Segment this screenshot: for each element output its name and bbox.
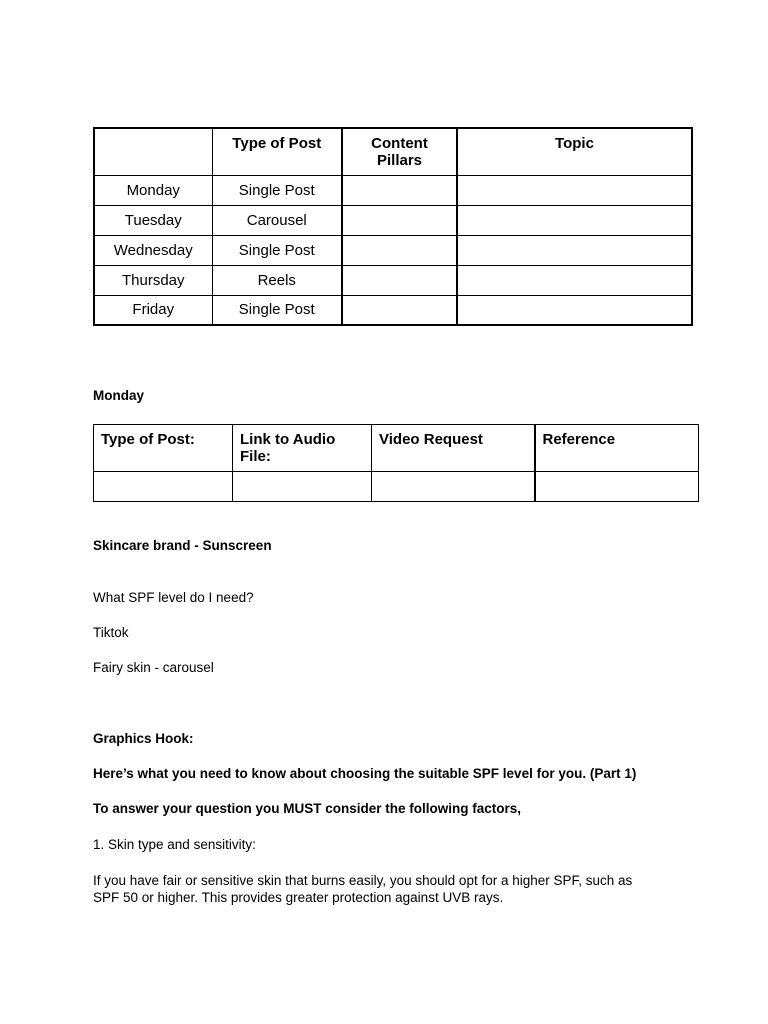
schedule-day-cell: Tuesday bbox=[94, 205, 212, 235]
monday-audio-cell bbox=[233, 472, 372, 502]
monday-reference-cell bbox=[535, 472, 699, 502]
schedule-pillars-cell bbox=[342, 265, 457, 295]
point-text bbox=[93, 872, 632, 906]
schedule-pillars-cell bbox=[342, 205, 457, 235]
schedule-day-cell: Friday bbox=[94, 295, 212, 325]
schedule-type-cell: Single Post bbox=[212, 295, 342, 325]
format-text: Fairy skin - carousel bbox=[93, 660, 214, 675]
monday-video-cell bbox=[372, 472, 535, 502]
brand-heading: Skincare brand - Sunscreen bbox=[93, 538, 272, 553]
monday-heading: Monday bbox=[93, 388, 145, 403]
schedule-topic-cell bbox=[457, 295, 692, 325]
answer-intro: To answer your question you MUST consider the following factors, bbox=[93, 801, 522, 816]
point-heading: 1. Skin type and sensitivity: bbox=[93, 837, 256, 852]
platform-text: Tiktok bbox=[93, 625, 129, 640]
schedule-header-topic: Topic bbox=[457, 128, 692, 175]
schedule-header-row bbox=[94, 128, 692, 175]
schedule-pillars-cell bbox=[342, 175, 457, 205]
schedule-topic-cell bbox=[457, 205, 692, 235]
monday-detail-table bbox=[93, 424, 699, 502]
schedule-day-cell: Thursday bbox=[94, 265, 212, 295]
schedule-type-cell: Single Post bbox=[212, 175, 342, 205]
schedule-header-day bbox=[94, 128, 212, 175]
weekly-schedule-table bbox=[93, 127, 693, 326]
graphics-hook-heading: Graphics Hook: bbox=[93, 731, 194, 746]
schedule-topic-cell bbox=[457, 265, 692, 295]
schedule-type-cell: Single Post bbox=[212, 235, 342, 265]
schedule-type-cell: Reels bbox=[212, 265, 342, 295]
point-text-line: If you have fair or sensitive skin that burns easily, you should opt for a higher SPF, such as bbox=[93, 873, 633, 888]
schedule-type-cell: Carousel bbox=[212, 205, 342, 235]
table-row bbox=[94, 235, 692, 265]
schedule-header-type: Type of Post bbox=[212, 128, 342, 175]
table-row bbox=[94, 295, 692, 325]
schedule-pillars-cell bbox=[342, 295, 457, 325]
monday-type-cell bbox=[94, 472, 233, 502]
schedule-topic-cell bbox=[457, 235, 692, 265]
table-row bbox=[94, 265, 692, 295]
monday-header-audio-link: Link to Audio File: bbox=[233, 425, 372, 472]
schedule-header-content-pillars: Content Pillars bbox=[342, 128, 457, 175]
point-text-line: SPF 50 or higher. This provides greater protection against UVB rays. bbox=[93, 890, 504, 905]
monday-header-type: Type of Post: bbox=[94, 425, 233, 472]
monday-header-video-request: Video Request bbox=[372, 425, 535, 472]
monday-header-row bbox=[94, 425, 699, 472]
table-row bbox=[94, 472, 699, 502]
table-row bbox=[94, 175, 692, 205]
schedule-day-cell: Wednesday bbox=[94, 235, 212, 265]
question-text: What SPF level do I need? bbox=[93, 590, 254, 605]
schedule-topic-cell bbox=[457, 175, 692, 205]
schedule-day-cell: Monday bbox=[94, 175, 212, 205]
hook-line: Here’s what you need to know about choosing the suitable SPF level for you. (Part 1) bbox=[93, 766, 637, 781]
monday-header-reference: Reference bbox=[535, 425, 699, 472]
schedule-pillars-cell bbox=[342, 235, 457, 265]
table-row bbox=[94, 205, 692, 235]
